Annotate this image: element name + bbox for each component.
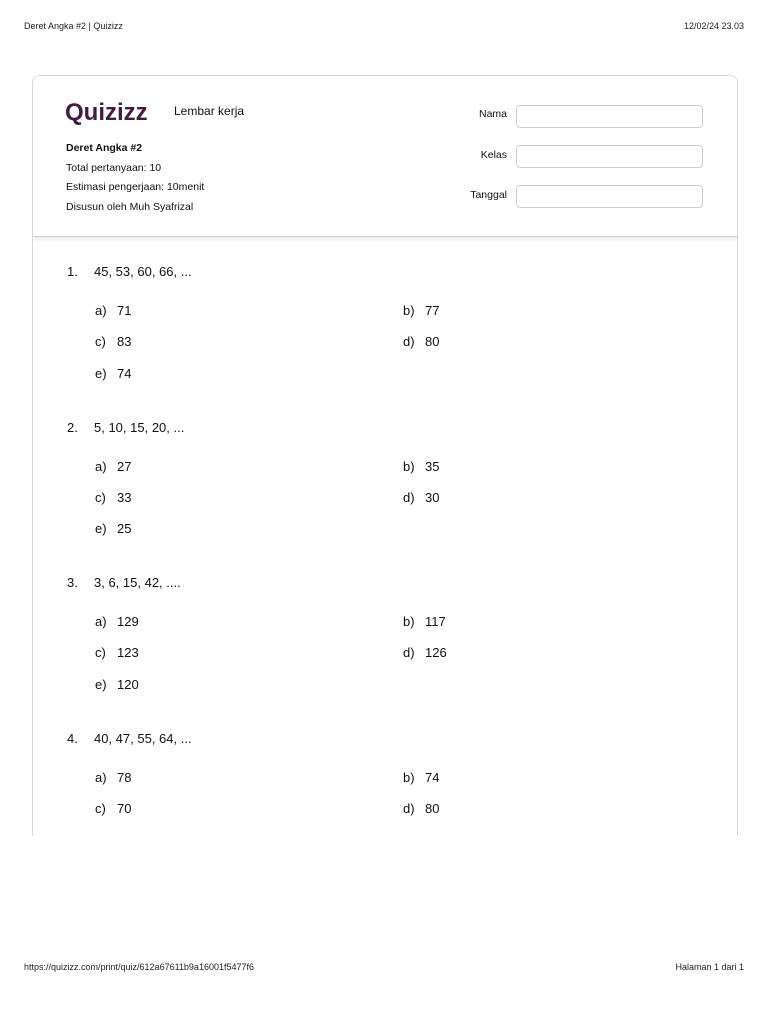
worksheet-header — [33, 76, 737, 237]
worksheet-label: Lembar kerja — [174, 104, 245, 118]
question-number: 3. — [67, 575, 78, 590]
option-a: a) 78 — [95, 770, 132, 785]
option-e: e) 25 — [95, 521, 132, 536]
print-title: Deret Angka #2 | Quizizz — [24, 21, 123, 31]
print-footer — [24, 962, 744, 972]
class-field[interactable] — [516, 145, 703, 168]
brand-name: Quizizz — [65, 99, 148, 126]
date-label: Tanggal — [470, 189, 507, 201]
page-indicator: Halaman 1 dari 1 — [675, 962, 744, 972]
date-field[interactable] — [516, 185, 703, 208]
option-a: a) 71 — [95, 303, 132, 318]
option-c: c) 83 — [95, 334, 132, 349]
option-b: b) 117 — [403, 614, 446, 629]
option-d: d) 80 — [403, 801, 440, 816]
option-d: d) 80 — [403, 334, 440, 349]
option-c: c) 123 — [95, 645, 139, 660]
option-d: d) 30 — [403, 490, 440, 505]
question-text: 40, 47, 55, 64, ... — [94, 731, 192, 746]
question-text: 3, 6, 15, 42, .... — [94, 575, 181, 590]
option-b: b) 77 — [403, 303, 440, 318]
option-c: c) 33 — [95, 490, 132, 505]
print-url: https://quizizz.com/print/quiz/612a67611b9a16001f5477f6 — [24, 962, 254, 972]
question-text: 45, 53, 60, 66, ... — [94, 264, 192, 279]
option-c: c) 70 — [95, 801, 132, 816]
quiz-title: Deret Angka #2 — [66, 142, 143, 154]
question-number: 2. — [67, 420, 78, 435]
quiz-estimate: Estimasi pengerjaan: 10menit — [66, 181, 205, 193]
print-datetime: 12/02/24 23.03 — [683, 21, 744, 31]
name-label: Nama — [478, 108, 507, 120]
name-field[interactable] — [516, 105, 703, 128]
class-label: Kelas — [480, 149, 507, 161]
question-number: 4. — [67, 731, 78, 746]
quiz-total: Total pertanyaan: 10 — [66, 161, 162, 174]
print-header — [24, 21, 744, 31]
quiz-meta — [66, 139, 204, 217]
quiz-author: Disusun oleh Muh Syafrizal — [66, 200, 194, 213]
option-b: b) 74 — [403, 770, 440, 785]
question-number: 1. — [67, 264, 78, 279]
option-e: e) 74 — [95, 366, 132, 381]
option-a: a) 27 — [95, 459, 132, 474]
worksheet — [32, 75, 738, 836]
question-text: 5, 10, 15, 20, ... — [94, 420, 185, 435]
option-a: a) 129 — [95, 614, 139, 629]
option-d: d) 126 — [403, 645, 447, 660]
option-b: b) 35 — [403, 459, 440, 474]
option-e: e) 120 — [95, 677, 139, 692]
quizizz-logo — [65, 98, 157, 126]
